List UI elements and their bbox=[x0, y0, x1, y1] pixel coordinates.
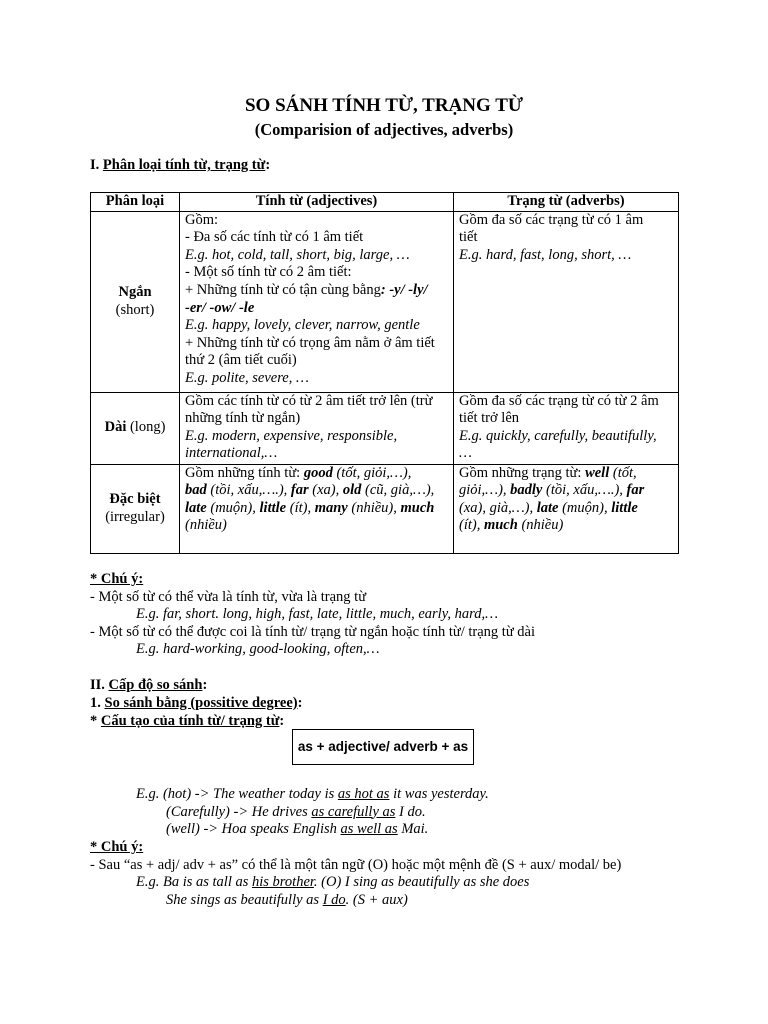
text-run: it was yesterday. bbox=[389, 786, 489, 802]
header-adverbs: Trạng từ (adverbs) bbox=[454, 193, 679, 212]
text-run: (nhiều) bbox=[517, 517, 564, 534]
text-line bbox=[185, 264, 448, 282]
structure-colon: : bbox=[279, 713, 285, 729]
text-run: bad bbox=[185, 482, 207, 499]
text-run: I do bbox=[322, 891, 346, 908]
text-run: Gồm các tính từ có từ 2 âm tiết trở lên (trừ bbox=[185, 392, 433, 409]
text-run: (muộn), bbox=[558, 499, 612, 516]
subsection-colon: : bbox=[297, 695, 303, 711]
text-line bbox=[459, 247, 673, 265]
table-row-long bbox=[91, 392, 679, 464]
subsection-title: So sánh bằng (possitive degree) bbox=[104, 695, 298, 711]
text-run: (tồi, xấu,….), bbox=[542, 482, 627, 499]
note-line bbox=[90, 892, 730, 910]
category-name: Ngắn bbox=[118, 284, 152, 300]
text-run: (tốt, giỏi,…), bbox=[332, 464, 412, 481]
text-line bbox=[459, 445, 673, 463]
text-line bbox=[185, 445, 448, 463]
text-run: . (O) I sing as beautifully as she does bbox=[313, 874, 530, 891]
text-run: late bbox=[185, 499, 207, 516]
text-run: -er/ -ow/ -le bbox=[185, 299, 255, 316]
subsection-1-heading bbox=[90, 695, 730, 713]
note-label bbox=[90, 839, 730, 857]
text-line bbox=[185, 247, 448, 265]
text-run: (tồi, xấu,….), bbox=[206, 482, 291, 499]
note-1 bbox=[90, 571, 730, 659]
text-run: far bbox=[626, 482, 645, 499]
text-run: (Carefully) -> He drives bbox=[166, 803, 312, 820]
text-run: good bbox=[303, 464, 333, 481]
table-header-row bbox=[91, 193, 679, 212]
text-line bbox=[185, 410, 448, 428]
text-line bbox=[185, 370, 448, 388]
note-2 bbox=[90, 839, 730, 909]
text-run: - Đa số các tính từ có 1 âm tiết bbox=[185, 229, 364, 246]
example-line bbox=[90, 821, 730, 839]
text-run: Gồm: bbox=[185, 211, 219, 228]
text-run: much bbox=[483, 517, 518, 534]
text-run: Gồm những tính từ: bbox=[185, 464, 304, 481]
subsection-number: 1. bbox=[90, 695, 105, 711]
text-line bbox=[459, 517, 673, 535]
text-run: much bbox=[400, 499, 435, 516]
note-lines bbox=[90, 589, 730, 659]
text-run: (ít), bbox=[459, 517, 484, 534]
text-run: (ít), bbox=[286, 499, 315, 516]
category-name: Dài bbox=[104, 419, 127, 436]
note-label-text: * Chú ý: bbox=[90, 839, 144, 855]
adjectives-cell bbox=[180, 464, 454, 553]
text-run: (well) -> Hoa speaks English bbox=[166, 821, 341, 838]
header-adjectives: Tính từ (adjectives) bbox=[180, 193, 454, 212]
text-line bbox=[185, 500, 448, 518]
text-run: Mai. bbox=[397, 821, 429, 838]
text-run: E.g. quickly, carefully, beautifully, bbox=[459, 427, 657, 444]
text-line bbox=[90, 624, 730, 642]
text-line bbox=[185, 300, 448, 318]
text-run: Gồm những trạng từ: bbox=[459, 464, 586, 481]
section-1-number: I. bbox=[90, 157, 103, 173]
adverbs-cell bbox=[454, 392, 679, 464]
text-run: E.g. Ba is as tall as bbox=[136, 874, 253, 891]
text-line bbox=[185, 465, 448, 483]
text-run: little bbox=[259, 499, 287, 516]
adverbs-cell bbox=[454, 211, 679, 392]
text-run: as hot as bbox=[337, 786, 390, 802]
text-run: E.g. modern, expensive, responsible, bbox=[185, 427, 398, 444]
section-1-heading bbox=[90, 157, 730, 175]
example-line bbox=[90, 804, 730, 822]
adjectives-cell bbox=[180, 392, 454, 464]
text-run: - Sau “as + adj/ adv + as” có thể là một tân ngữ (O) hoặc một mệnh đề (S + aux/ modal/ be) bbox=[90, 856, 622, 873]
text-run: old bbox=[342, 482, 362, 499]
text-line bbox=[90, 641, 730, 659]
text-run: little bbox=[611, 499, 638, 516]
text-line bbox=[459, 229, 673, 247]
text-run: tiết bbox=[459, 229, 478, 246]
text-run: : -y/ -ly/ bbox=[380, 281, 428, 298]
category-long bbox=[91, 392, 180, 464]
text-run: E.g. far, short. long, high, fast, late, little, much, early, hard,… bbox=[136, 606, 498, 623]
text-run: his brother bbox=[252, 874, 314, 891]
text-line bbox=[459, 410, 673, 428]
note-label: * Chú ý: bbox=[90, 571, 144, 587]
text-run: - Một số từ có thể vừa là tính từ, vừa là trạng từ bbox=[90, 588, 367, 605]
category-short bbox=[91, 211, 180, 392]
text-run: (cũ, già,…), bbox=[361, 482, 435, 499]
category-irregular bbox=[91, 464, 180, 553]
text-run: E.g. hot, cold, tall, short, big, large, … bbox=[185, 246, 410, 263]
text-run: E.g. hard-working, good-looking, often,… bbox=[136, 641, 380, 658]
category-english: (long) bbox=[126, 419, 166, 436]
text-run: (xa), bbox=[308, 482, 343, 499]
formula-box: as + adjective/ adverb + as bbox=[292, 729, 474, 765]
page-subtitle: (Comparision of adjectives, adverbs) bbox=[254, 120, 514, 139]
text-run: far bbox=[290, 482, 309, 499]
text-run: giỏi,…), bbox=[459, 482, 511, 499]
examples bbox=[90, 786, 730, 839]
section-1-title: Phân loại tính từ, trạng từ bbox=[102, 157, 266, 173]
text-run: as well as bbox=[340, 821, 398, 838]
text-run: E.g. polite, severe, … bbox=[185, 369, 309, 386]
text-line bbox=[185, 212, 448, 230]
text-line bbox=[459, 482, 673, 500]
text-line bbox=[459, 212, 673, 230]
text-line bbox=[185, 352, 448, 370]
note-line bbox=[90, 874, 730, 892]
text-line bbox=[185, 317, 448, 335]
text-line bbox=[90, 589, 730, 607]
text-line bbox=[185, 229, 448, 247]
example-line bbox=[90, 786, 730, 804]
adverbs-cell bbox=[454, 464, 679, 553]
text-line bbox=[459, 465, 673, 483]
category-name: Đặc biệt bbox=[109, 491, 161, 507]
adjectives-cell bbox=[180, 211, 454, 392]
text-run: - Một số tính từ có 2 âm tiết: bbox=[185, 264, 352, 281]
text-run: … bbox=[459, 445, 472, 462]
text-line bbox=[185, 282, 448, 300]
text-line bbox=[185, 393, 448, 411]
text-run: (muộn), bbox=[206, 499, 260, 516]
text-run: + Những tính từ có tận cùng bằng bbox=[185, 281, 381, 298]
text-line bbox=[185, 517, 448, 535]
text-run: thứ 2 (âm tiết cuối) bbox=[185, 352, 297, 369]
text-run: - Một số từ có thể được coi là tính từ/ trạng từ ngắn hoặc tính từ/ trạng từ dài bbox=[90, 623, 536, 640]
text-run: E.g. hard, fast, long, short, … bbox=[459, 246, 632, 263]
text-run: (tốt, bbox=[609, 464, 637, 481]
section-1-colon: : bbox=[265, 157, 271, 173]
text-run: well bbox=[585, 464, 610, 481]
text-run: Gồm đa số các trạng từ có từ 2 âm bbox=[459, 392, 659, 409]
text-run: E.g. (hot) -> The weather today is bbox=[136, 786, 338, 802]
text-run: international,… bbox=[185, 445, 278, 462]
page-title: SO SÁNH TÍNH TỪ, TRẠNG TỪ bbox=[244, 95, 524, 116]
text-run: many bbox=[314, 499, 348, 516]
header-category: Phân loại bbox=[91, 193, 180, 212]
section-2-colon: : bbox=[202, 677, 208, 693]
text-line bbox=[90, 606, 730, 624]
text-line bbox=[185, 482, 448, 500]
text-run: badly bbox=[510, 482, 543, 499]
structure-title: Cấu tạo của tính từ/ trạng từ bbox=[100, 713, 280, 729]
text-line bbox=[459, 500, 673, 518]
category-english: (short) bbox=[115, 301, 155, 318]
structure-heading bbox=[90, 713, 730, 731]
text-run: . (S + aux) bbox=[345, 891, 408, 908]
note-line bbox=[90, 857, 730, 875]
structure-star: * bbox=[90, 713, 101, 729]
text-line bbox=[459, 393, 673, 411]
text-run: + Những tính từ có trọng âm nằm ở âm tiết bbox=[185, 334, 435, 351]
text-run: E.g. happy, lovely, clever, narrow, gentle bbox=[185, 317, 420, 334]
text-run: late bbox=[536, 499, 559, 516]
section-2-title: Cấp độ so sánh bbox=[108, 677, 203, 693]
text-run: (nhiều) bbox=[185, 517, 227, 534]
text-run: (xa), già,…), bbox=[459, 499, 537, 516]
text-line bbox=[185, 428, 448, 446]
text-run: Gồm đa số các trạng từ có 1 âm bbox=[459, 211, 644, 228]
text-run: (nhiều), bbox=[347, 499, 401, 516]
table-row-short bbox=[91, 211, 679, 392]
section-2-number: II. bbox=[90, 677, 109, 693]
table-row-irregular bbox=[91, 464, 679, 553]
text-line bbox=[185, 335, 448, 353]
text-run: She sings as beautifully as bbox=[166, 891, 323, 908]
text-run: as carefully as bbox=[311, 803, 396, 820]
text-line bbox=[459, 428, 673, 446]
text-run: tiết trở lên bbox=[459, 410, 520, 427]
classification-table bbox=[90, 192, 679, 554]
text-run: những tính từ ngắn) bbox=[185, 410, 301, 427]
category-english: (irregular) bbox=[105, 508, 165, 525]
text-run: I do. bbox=[395, 803, 426, 820]
section-2-heading bbox=[90, 677, 730, 695]
